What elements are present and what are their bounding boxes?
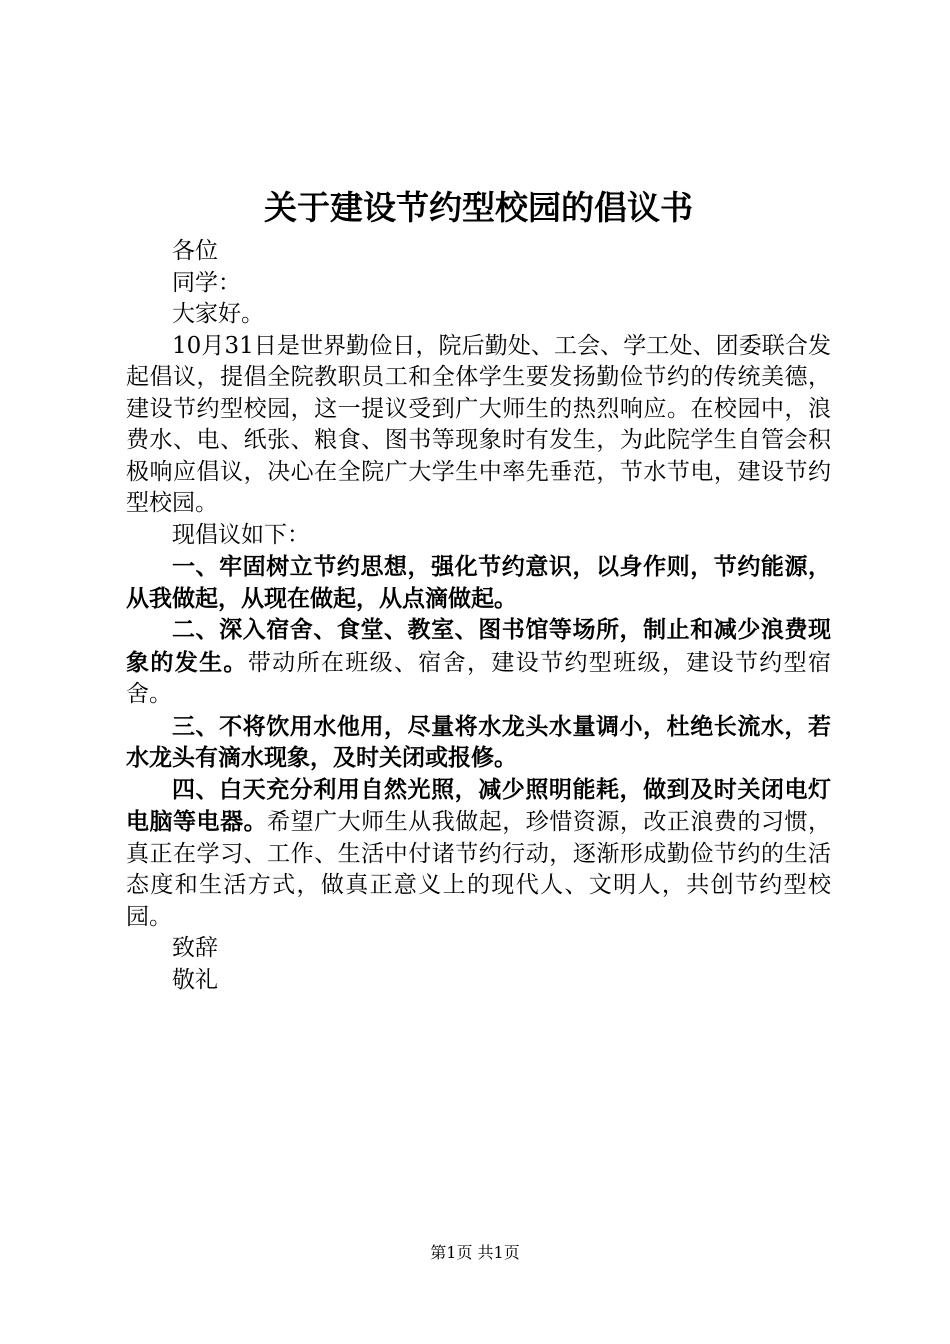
proposal-item-4-bold: 四、白天充分利用自然光照，减少照明能耗，做到及时关闭电灯电脑等电器。 xyxy=(126,775,831,835)
greeting-line-3: 大家好。 xyxy=(172,301,264,327)
proposal-lead: 现倡议如下： xyxy=(172,521,310,548)
greeting-line-2: 同学： xyxy=(172,269,241,296)
document-page xyxy=(126,180,831,996)
document-body xyxy=(126,236,831,996)
proposal-item-2-bold: 二、深入宿舍、食堂、教室、图书馆等场所，制止和减少浪费现象的发生。 xyxy=(126,616,831,676)
closing-line-1: 致辞 xyxy=(172,935,218,961)
intro-paragraph: 10月31日是世界勤俭日，院后勤处、工会、学工处、团委联合发起倡议，提倡全院教职员工和全体学生要发扬勤俭节约的传统美德，建设节约型校园，这一提议受到广大师生的热烈响应。在校园中，浪费水、电、纸张、粮食、图书等现象时有发生，为此院学生自管会积极响应倡议，决心在全院广大学生中率先垂范，节水节电，建设节约型校园。 xyxy=(126,332,831,516)
closing-line-2: 敬礼 xyxy=(172,966,218,993)
proposal-item-4-rest: 希望广大师生从我做起，珍惜资源，改正浪费的习惯，真正在学习、工作、生活中付诸节约行动，逐渐形成勤俭节约的生活态度和生活方式，做真正意义上的现代人、文明人，共创节约型校园。 xyxy=(126,809,832,930)
page-footer: 第1页 共1页 xyxy=(430,1243,520,1262)
document-title: 关于建设节约型校园的倡议书 xyxy=(264,188,693,227)
proposal-item-4 xyxy=(126,774,831,934)
proposal-item-1: 一、牢固树立节约思想，强化节约意识，以身作则，节约能源，从我做起，从现在做起，从点滴做起。 xyxy=(126,553,831,612)
proposal-item-2 xyxy=(126,614,831,711)
proposal-item-2-rest: 带动所在班级、宿舍，建设节约型班级，建设节约型宿舍。 xyxy=(126,649,832,707)
greeting-line-1: 各位 xyxy=(172,238,218,264)
proposal-item-3: 三、不将饮用水他用，尽量将水龙头水量调小，杜绝长流水，若水龙头有滴水现象，及时关闭或报修。 xyxy=(126,712,831,771)
